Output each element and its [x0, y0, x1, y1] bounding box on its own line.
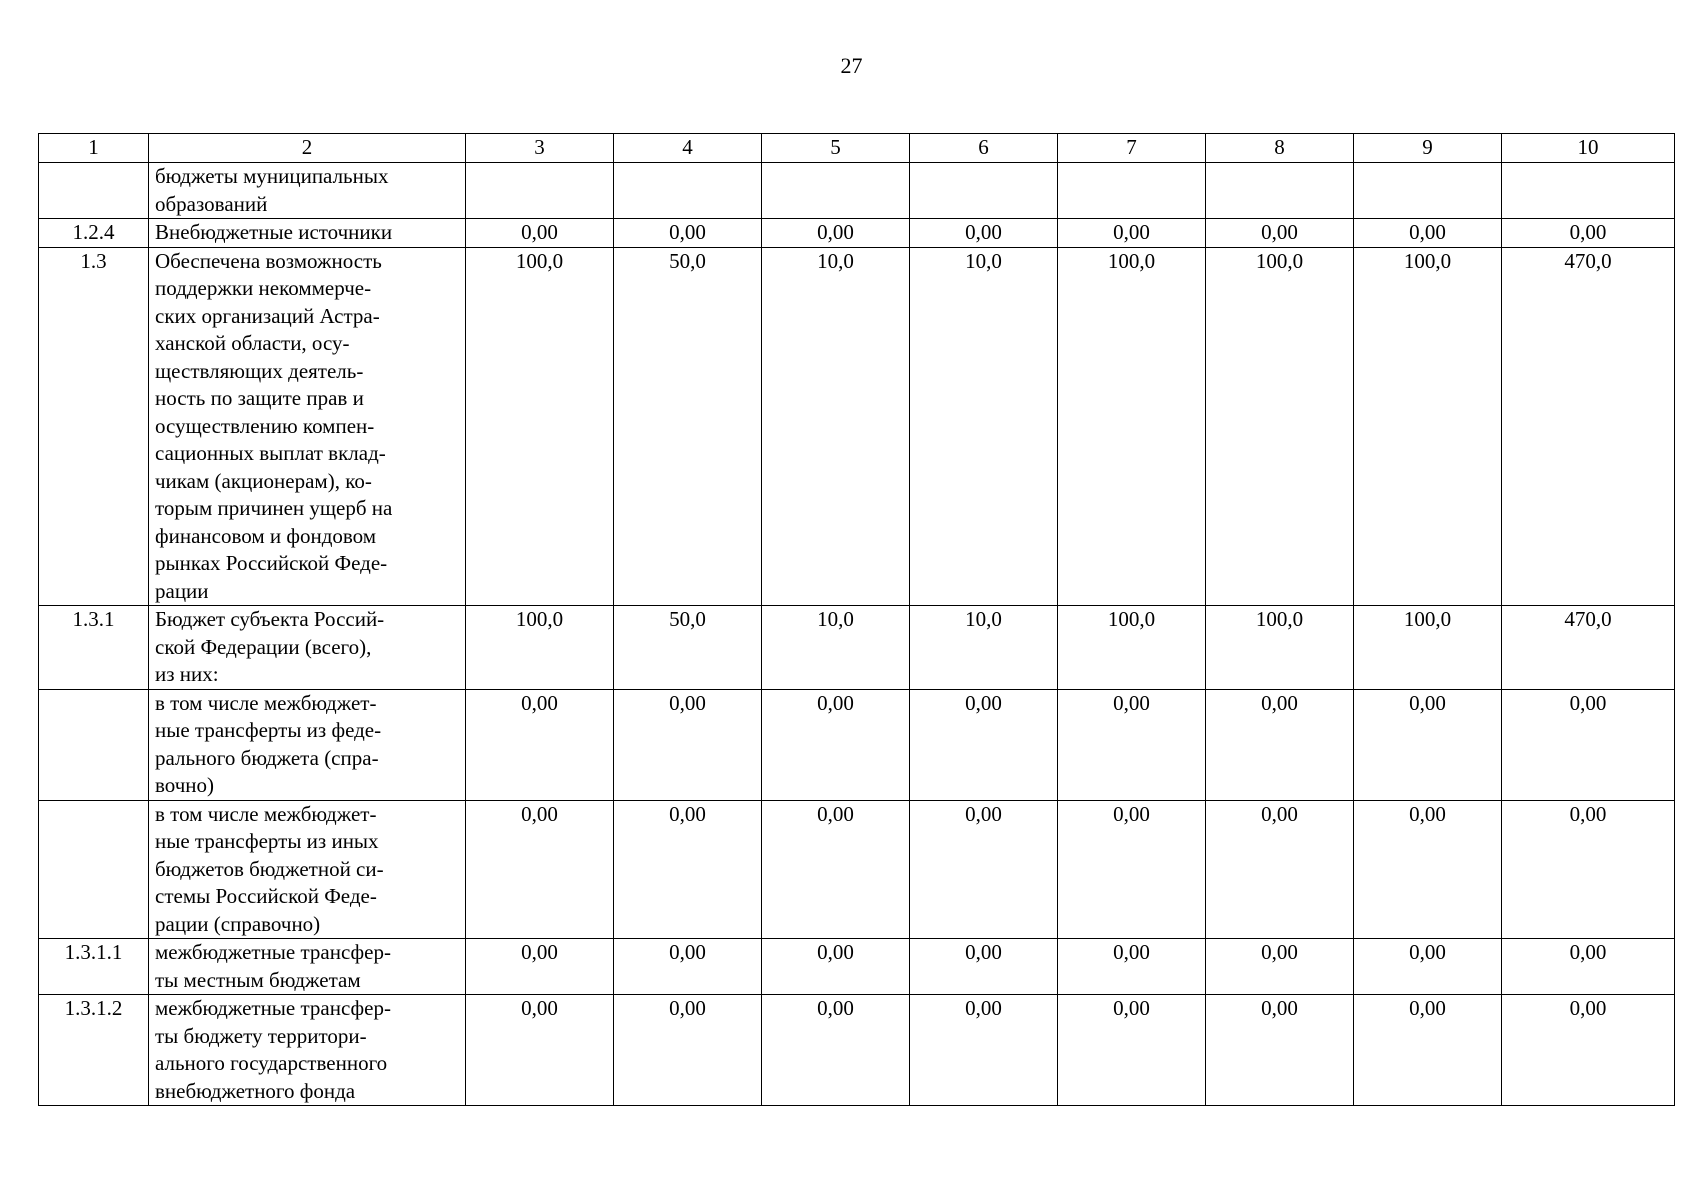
value-cell-col-4: 0,00: [614, 939, 762, 995]
column-header-1: 1: [39, 134, 149, 163]
value-cell-col-5: 0,00: [762, 995, 910, 1106]
row-description: Обеспечена возможность поддержки некоммерче- ских организаций Астра- ханской области, осу- ществляющих деятель- ность по защите прав и осуществлению компен- сационных выплат вклад- чикам (акционерам), ко- торым причинен ущерб на финансовом и фондовом рынках Российской Феде- рации: [149, 247, 466, 606]
value-cell-col-3: 0,00: [466, 800, 614, 939]
value-cell-col-7: 0,00: [1058, 800, 1206, 939]
value-cell-col-6: 10,0: [910, 247, 1058, 606]
column-header-8: 8: [1206, 134, 1354, 163]
value-cell-col-4: 50,0: [614, 606, 762, 690]
value-cell-col-4: 0,00: [614, 995, 762, 1106]
value-cell-col-5: 10,0: [762, 606, 910, 690]
table-row: [39, 800, 1675, 939]
value-cell-col-10: 0,00: [1502, 939, 1675, 995]
value-cell-col-8: 0,00: [1206, 939, 1354, 995]
value-cell-col-3: 0,00: [466, 219, 614, 248]
table-row: [39, 163, 1675, 219]
row-number: 1.3.1.1: [39, 939, 149, 995]
value-cell-col-8: 0,00: [1206, 800, 1354, 939]
value-cell-col-7: [1058, 163, 1206, 219]
column-header-7: 7: [1058, 134, 1206, 163]
value-cell-col-6: 0,00: [910, 939, 1058, 995]
row-description: межбюджетные трансфер- ты бюджету территори- ального государственного внебюджетного фонда: [149, 995, 466, 1106]
value-cell-col-9: [1354, 163, 1502, 219]
value-cell-col-9: 0,00: [1354, 800, 1502, 939]
table-row: [39, 219, 1675, 248]
value-cell-col-10: 470,0: [1502, 247, 1675, 606]
table-header: [39, 134, 1675, 163]
value-cell-col-5: 0,00: [762, 800, 910, 939]
value-cell-col-3: 100,0: [466, 247, 614, 606]
row-description: бюджеты муниципальных образований: [149, 163, 466, 219]
value-cell-col-9: 0,00: [1354, 219, 1502, 248]
value-cell-col-6: [910, 163, 1058, 219]
row-description: в том числе межбюджет- ные трансферты из феде- рального бюджета (спра- вочно): [149, 689, 466, 800]
value-cell-col-4: 0,00: [614, 689, 762, 800]
value-cell-col-5: [762, 163, 910, 219]
value-cell-col-8: 0,00: [1206, 995, 1354, 1106]
value-cell-col-9: 100,0: [1354, 247, 1502, 606]
value-cell-col-3: 0,00: [466, 939, 614, 995]
row-number: 1.3: [39, 247, 149, 606]
value-cell-col-7: 0,00: [1058, 689, 1206, 800]
value-cell-col-8: 100,0: [1206, 606, 1354, 690]
value-cell-col-6: 0,00: [910, 219, 1058, 248]
value-cell-col-10: [1502, 163, 1675, 219]
value-cell-col-3: 0,00: [466, 995, 614, 1106]
column-header-5: 5: [762, 134, 910, 163]
column-header-2: 2: [149, 134, 466, 163]
value-cell-col-5: 0,00: [762, 689, 910, 800]
value-cell-col-6: 0,00: [910, 995, 1058, 1106]
value-cell-col-8: [1206, 163, 1354, 219]
column-header-9: 9: [1354, 134, 1502, 163]
value-cell-col-5: 10,0: [762, 247, 910, 606]
value-cell-col-6: 0,00: [910, 689, 1058, 800]
row-number: [39, 163, 149, 219]
value-cell-col-7: 0,00: [1058, 995, 1206, 1106]
budget-table: [38, 133, 1675, 1106]
value-cell-col-5: 0,00: [762, 939, 910, 995]
value-cell-col-4: 0,00: [614, 800, 762, 939]
table-row: [39, 689, 1675, 800]
row-number: 1.3.1: [39, 606, 149, 690]
value-cell-col-7: 100,0: [1058, 247, 1206, 606]
value-cell-col-3: 0,00: [466, 689, 614, 800]
table-row: [39, 247, 1675, 606]
column-header-4: 4: [614, 134, 762, 163]
value-cell-col-10: 470,0: [1502, 606, 1675, 690]
row-number: 1.3.1.2: [39, 995, 149, 1106]
value-cell-col-8: 0,00: [1206, 219, 1354, 248]
value-cell-col-6: 10,0: [910, 606, 1058, 690]
value-cell-col-4: [614, 163, 762, 219]
value-cell-col-10: 0,00: [1502, 219, 1675, 248]
value-cell-col-8: 100,0: [1206, 247, 1354, 606]
row-description: межбюджетные трансфер- ты местным бюджетам: [149, 939, 466, 995]
row-description: Бюджет субъекта Россий- ской Федерации (всего), из них:: [149, 606, 466, 690]
column-header-3: 3: [466, 134, 614, 163]
value-cell-col-9: 0,00: [1354, 995, 1502, 1106]
value-cell-col-9: 0,00: [1354, 939, 1502, 995]
column-header-6: 6: [910, 134, 1058, 163]
table-row: [39, 995, 1675, 1106]
value-cell-col-10: 0,00: [1502, 995, 1675, 1106]
column-header-10: 10: [1502, 134, 1675, 163]
row-number: [39, 800, 149, 939]
value-cell-col-7: 100,0: [1058, 606, 1206, 690]
row-description: в том числе межбюджет- ные трансферты из иных бюджетов бюджетной си- стемы Российской Феде- рации (справочно): [149, 800, 466, 939]
page-number: 27: [840, 53, 863, 78]
value-cell-col-10: 0,00: [1502, 800, 1675, 939]
row-number: [39, 689, 149, 800]
row-description: Внебюджетные источники: [149, 219, 466, 248]
table-body: [39, 163, 1675, 1106]
value-cell-col-3: 100,0: [466, 606, 614, 690]
value-cell-col-6: 0,00: [910, 800, 1058, 939]
table-row: [39, 939, 1675, 995]
value-cell-col-9: 100,0: [1354, 606, 1502, 690]
value-cell-col-4: 0,00: [614, 219, 762, 248]
value-cell-col-5: 0,00: [762, 219, 910, 248]
value-cell-col-8: 0,00: [1206, 689, 1354, 800]
header-row: [39, 134, 1675, 163]
value-cell-col-10: 0,00: [1502, 689, 1675, 800]
value-cell-col-7: 0,00: [1058, 939, 1206, 995]
value-cell-col-7: 0,00: [1058, 219, 1206, 248]
row-number: 1.2.4: [39, 219, 149, 248]
value-cell-col-4: 50,0: [614, 247, 762, 606]
value-cell-col-3: [466, 163, 614, 219]
value-cell-col-9: 0,00: [1354, 689, 1502, 800]
table-row: [39, 606, 1675, 690]
